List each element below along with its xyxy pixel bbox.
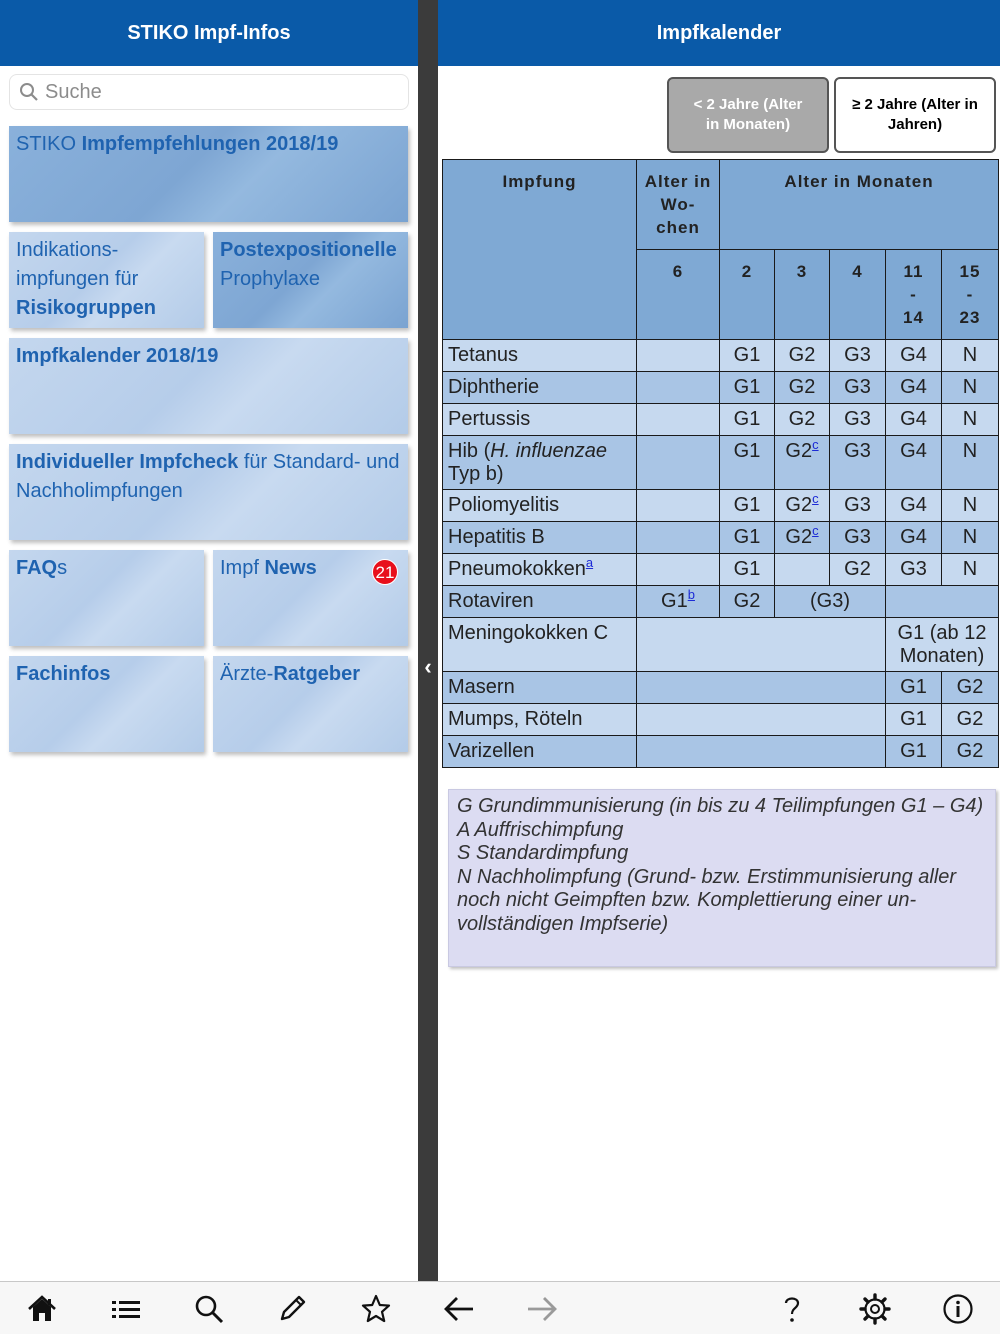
cell: N xyxy=(942,436,999,490)
vaccination-schedule-table xyxy=(442,159,999,768)
cell: G2 xyxy=(830,554,886,586)
header-month-2: 2 xyxy=(720,250,775,340)
cell: G2 xyxy=(775,340,830,372)
tile-label-bold: Postexpositionelle xyxy=(220,239,397,261)
forward-arrow-icon[interactable] xyxy=(524,1292,560,1326)
segment-under-2-years[interactable] xyxy=(667,77,829,153)
table-row xyxy=(443,736,999,768)
cell xyxy=(637,618,886,672)
table-row xyxy=(443,618,999,672)
vaccine-name: Poliomyelitis xyxy=(443,490,637,522)
back-arrow-icon[interactable] xyxy=(441,1292,477,1326)
search-field[interactable] xyxy=(9,74,409,110)
tile-label-bold: Impfempfehlungen 2018/19 xyxy=(81,133,339,155)
home-icon[interactable] xyxy=(24,1292,60,1326)
tile-postexpositionelle-prophylaxe[interactable] xyxy=(213,232,408,328)
master-panel xyxy=(0,0,418,1281)
tile-impfkalender[interactable] xyxy=(9,338,408,434)
tile-label-plain: Impf xyxy=(220,557,265,579)
cell: (G3) xyxy=(775,586,886,618)
detail-title-bar xyxy=(438,0,1000,66)
cell: N xyxy=(942,340,999,372)
cell: G1 xyxy=(720,372,775,404)
tile-label-bold: Fachinfos xyxy=(16,663,111,685)
vaccine-name: Hepatitis B xyxy=(443,522,637,554)
header-month-15-23: 15 - 23 xyxy=(942,250,999,340)
cell xyxy=(637,404,720,436)
cell-text: G2 xyxy=(785,440,813,462)
news-count-badge: 21 xyxy=(372,559,398,585)
legend-box xyxy=(448,789,996,967)
table-row xyxy=(443,704,999,736)
tile-label-bold: Individueller Impfcheck xyxy=(16,451,239,473)
cell: G3 xyxy=(830,436,886,490)
vaccine-name: Meningokokken C xyxy=(443,618,637,672)
name-italic: H. influenzae xyxy=(490,440,607,462)
footnote-link[interactable]: b xyxy=(687,587,695,602)
collapse-chevron-icon[interactable]: ‹ xyxy=(424,654,432,679)
vaccine-name xyxy=(443,436,637,490)
cell: G2 xyxy=(720,586,775,618)
name-text: Hib ( xyxy=(448,440,491,462)
cell xyxy=(637,372,720,404)
cell: G2 xyxy=(942,736,999,768)
cell xyxy=(637,522,720,554)
help-icon[interactable] xyxy=(774,1292,810,1326)
cell: N xyxy=(942,554,999,586)
cell: G2 xyxy=(942,704,999,736)
vaccine-name: Varizellen xyxy=(443,736,637,768)
cell: N xyxy=(942,490,999,522)
header-alter-wochen: Alter in Wo-chen xyxy=(637,160,720,250)
cell: G2 xyxy=(942,672,999,704)
legend-item: N Nachholimpfung (Grund- bzw. Erstimmunisierung aller noch nicht Geimpften bzw. Komplettierung einer un-vollständigen Impfserie) xyxy=(457,865,957,935)
table-row xyxy=(443,340,999,372)
tile-label-bold: News xyxy=(264,557,317,579)
cell xyxy=(637,586,720,618)
cell: G1 xyxy=(886,704,942,736)
cell: G3 xyxy=(830,490,886,522)
tile-label-bold: FAQ xyxy=(16,557,58,579)
header-month-3: 3 xyxy=(775,250,830,340)
tile-label-bold: Impfkalender 2018/19 xyxy=(16,345,219,367)
tile-impf-news[interactable] xyxy=(213,550,408,646)
footnote-link[interactable]: a xyxy=(585,555,594,570)
segment-over-2-years[interactable] xyxy=(834,77,996,153)
cell: G1 xyxy=(886,736,942,768)
table-row xyxy=(443,672,999,704)
tile-aerzte-ratgeber[interactable] xyxy=(213,656,408,752)
tile-label-plain: für Standard- und Nachholimpfungen xyxy=(16,451,400,502)
vaccine-name: Mumps, Röteln xyxy=(443,704,637,736)
cell xyxy=(775,436,830,490)
segment-label: < 2 Jahre (Alter in Monaten) xyxy=(693,96,803,133)
tile-label-plain: STIKO xyxy=(16,133,82,155)
cell: G2 xyxy=(775,372,830,404)
tile-label-plain: Indikations-impfungen für xyxy=(16,239,139,290)
search-icon xyxy=(19,82,39,102)
segment-label: ≥ 2 Jahre (Alter in Jahren) xyxy=(852,96,978,133)
cell: G1 xyxy=(720,404,775,436)
footnote-link[interactable]: c xyxy=(812,437,819,452)
tile-label-bold: Ratgeber xyxy=(273,663,361,685)
table-row xyxy=(443,404,999,436)
page-title: Impfkalender xyxy=(656,21,782,44)
cell-text: G1 xyxy=(661,590,688,612)
cell xyxy=(637,704,886,736)
vaccine-name: Masern xyxy=(443,672,637,704)
header-month-11-14: 11 - 14 xyxy=(886,250,942,340)
split-divider[interactable] xyxy=(418,0,438,1281)
bottom-toolbar xyxy=(0,1281,1000,1334)
name-text: Typ b) xyxy=(448,463,504,485)
cell-text: G2 xyxy=(785,526,813,548)
cell: G1 xyxy=(720,522,775,554)
cell: G1 xyxy=(720,490,775,522)
cell: G4 xyxy=(886,404,942,436)
tile-faqs[interactable] xyxy=(9,550,204,646)
legend-item: G Grundimmunisierung (in bis zu 4 Teilimpfungen G1 – G4) xyxy=(457,795,984,817)
cell: N xyxy=(942,372,999,404)
cell: G1 xyxy=(720,340,775,372)
tile-label-bold: Risikogruppen xyxy=(16,297,157,319)
header-month-4: 4 xyxy=(830,250,886,340)
header-week-6: 6 xyxy=(637,250,720,340)
list-icon[interactable] xyxy=(108,1292,144,1326)
search-icon[interactable] xyxy=(191,1292,227,1326)
cell-text: G2 xyxy=(785,494,813,516)
cell: G3 xyxy=(830,522,886,554)
name-text: Pneumokokken xyxy=(448,558,586,580)
cell: G1 xyxy=(886,672,942,704)
vaccine-name: Tetanus xyxy=(443,340,637,372)
table-row xyxy=(443,586,999,618)
cell xyxy=(775,554,830,586)
cell xyxy=(637,554,720,586)
cell xyxy=(637,436,720,490)
cell: N xyxy=(942,522,999,554)
table-row xyxy=(443,490,999,522)
header-impfung: Impfung xyxy=(443,160,637,340)
cell xyxy=(637,736,886,768)
cell xyxy=(637,490,720,522)
star-icon[interactable] xyxy=(358,1292,394,1326)
cell: G1 xyxy=(720,554,775,586)
vaccine-name: Diphtherie xyxy=(443,372,637,404)
table-row xyxy=(443,372,999,404)
cell: G1 (ab 12 Monaten) xyxy=(886,618,999,672)
cell xyxy=(637,340,720,372)
detail-panel xyxy=(438,0,1000,1281)
vaccine-name xyxy=(443,554,637,586)
cell: G4 xyxy=(886,372,942,404)
cell: G4 xyxy=(886,340,942,372)
search-input[interactable] xyxy=(45,81,385,104)
cell: G3 xyxy=(830,372,886,404)
cell: G4 xyxy=(886,522,942,554)
tile-label-plain: s xyxy=(57,557,68,579)
table-row xyxy=(443,436,999,490)
vaccine-name: Rotaviren xyxy=(443,586,637,618)
table-row xyxy=(443,554,999,586)
pencil-icon[interactable] xyxy=(274,1292,310,1326)
table-row xyxy=(443,522,999,554)
cell: G4 xyxy=(886,490,942,522)
cell: G4 xyxy=(886,436,942,490)
cell: G2 xyxy=(775,404,830,436)
app-title: STIKO Impf-Infos xyxy=(127,21,291,44)
tile-impfempfehlungen[interactable] xyxy=(9,126,408,222)
header-alter-monaten: Alter in Monaten xyxy=(720,160,999,250)
tile-fachinfos[interactable] xyxy=(9,656,204,752)
tile-indikationsimpfungen[interactable] xyxy=(9,232,204,328)
info-icon[interactable] xyxy=(940,1292,976,1326)
legend-item: A Auffrischimpfung xyxy=(457,818,624,841)
cell xyxy=(775,522,830,554)
cell: G1 xyxy=(720,436,775,490)
tile-label-plain: Ärzte- xyxy=(220,663,274,685)
tile-impfcheck[interactable] xyxy=(9,444,408,540)
cell: N xyxy=(942,404,999,436)
vaccine-name: Pertussis xyxy=(443,404,637,436)
legend-item: S Standardimpfung xyxy=(457,842,629,864)
footnote-link[interactable]: c xyxy=(812,491,819,506)
footnote-link[interactable]: c xyxy=(812,523,819,538)
cell: G3 xyxy=(830,404,886,436)
tile-label-plain: Prophylaxe xyxy=(220,268,321,290)
cell: G3 xyxy=(886,554,942,586)
cell: G3 xyxy=(830,340,886,372)
master-title-bar xyxy=(0,0,418,66)
cell xyxy=(775,490,830,522)
cell xyxy=(886,586,999,618)
settings-icon[interactable] xyxy=(857,1292,893,1326)
cell xyxy=(637,672,886,704)
